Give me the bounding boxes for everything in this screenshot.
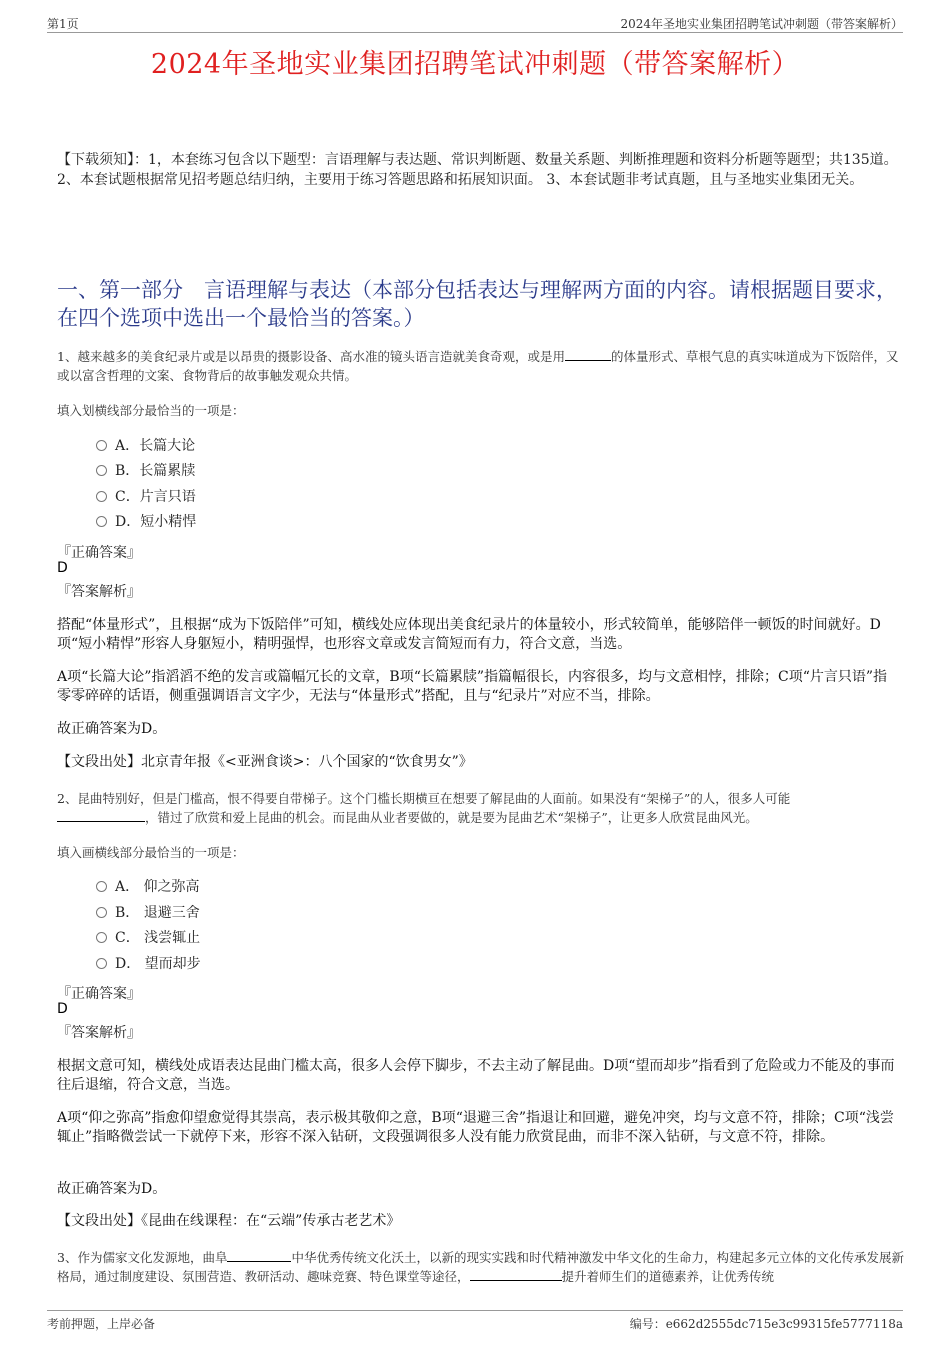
fill-blank	[57, 809, 145, 822]
question-2-option-c[interactable]	[96, 928, 200, 948]
download-notice: 【下载须知】：1，本套练习包含以下题型：言语理解与表达题、常识判断题、数量关系题、判断推理题和资料分析题等题型；共135道。 2、本套试题根据常见招考题总结归纳，主要用于练习答题思路和拓展知识面。 3、本套试题非考试真题，且与圣地实业集团无关。	[57, 152, 898, 188]
question-1-option-b[interactable]	[96, 461, 195, 481]
question-3-stem	[57, 1248, 907, 1286]
question-1-answer: D	[57, 560, 68, 576]
option-label: D．短小精悍	[115, 514, 197, 530]
radio-icon[interactable]	[96, 491, 107, 502]
radio-icon[interactable]	[96, 440, 107, 451]
question-1-option-a[interactable]	[96, 436, 195, 456]
option-label: A．长篇大论	[115, 438, 196, 454]
fill-blank	[565, 348, 611, 361]
question-1-option-c[interactable]	[96, 487, 196, 507]
option-label: C．片言只语	[115, 489, 196, 505]
question-1-stem	[57, 347, 907, 385]
option-label: D． 望而却步	[115, 956, 201, 972]
question-2-answer: D	[57, 1001, 68, 1017]
question-2-option-a[interactable]	[96, 877, 200, 897]
option-label: B． 退避三舍	[115, 905, 200, 921]
question-2-analysis-label: 『答案解析』	[57, 1025, 141, 1041]
question-2-source: 【文段出处】《昆曲在线课程：在“云端”传承古老艺术》	[57, 1213, 401, 1229]
radio-icon[interactable]	[96, 465, 107, 476]
question-1-instruction: 填入划横线部分最恰当的一项是：	[57, 403, 245, 418]
question-2-stem-part2: ，错过了欣赏和爱上昆曲的机会。而昆曲从业者要做的，就是要为昆曲艺术“架梯子”，让更多人欣赏昆曲风光。	[145, 810, 758, 825]
option-label: A． 仰之弥高	[115, 879, 200, 895]
radio-icon[interactable]	[96, 516, 107, 527]
document-title: 2024年圣地实业集团招聘笔试冲刺题（带答案解析）	[150, 49, 800, 80]
question-1-source: 【文段出处】北京青年报《<亚洲食谈>：八个国家的“饮食男女”》	[57, 754, 473, 770]
footer-slogan: 考前押题，上岸必备	[47, 1317, 156, 1331]
footer-doc-id: 编号：e662d2555dc715e3c99315fe5777118a	[629, 1317, 903, 1331]
question-2-answer-label: 『正确答案』	[57, 986, 141, 1002]
radio-icon[interactable]	[96, 932, 107, 943]
page-header	[47, 14, 903, 33]
question-3-stem-part1: 3、作为儒家文化发源地，曲阜	[57, 1250, 228, 1265]
question-2-analysis-2: A项“仰之弥高”指愈仰望愈觉得其崇高，表示极其敬仰之意，B项“退避三舍”指退让和回避，避免冲突，均与文意不符，排除；C项“浅尝辄止”指略微尝试一下就停下来，形容不深入钻研，文段强调很多人没有能力欣赏昆曲，而非不深入钻研，与文意不符，排除。	[57, 1110, 894, 1145]
question-2-stem	[57, 789, 907, 827]
header-doc-title: 2024年圣地实业集团招聘笔试冲刺题（带答案解析）	[620, 17, 903, 31]
question-3-stem-part2: 中华优秀传统文化沃土，以新的现实实践和时代精神激发中华文化的生命力，构建起多元立体的文化传承发展新格局，通过制度建设、氛围营造、教研活动、趣味竞赛、特色课堂等途径，	[57, 1250, 904, 1284]
question-2-instruction: 填入画横线部分最恰当的一项是：	[57, 845, 245, 860]
fill-blank	[227, 1249, 291, 1262]
page-footer	[47, 1310, 903, 1333]
question-2-option-b[interactable]	[96, 903, 200, 923]
fill-blank	[470, 1268, 562, 1281]
radio-icon[interactable]	[96, 881, 107, 892]
radio-icon[interactable]	[96, 907, 107, 918]
question-2-analysis-1: 根据文意可知，横线处成语表达昆曲门槛太高，很多人会停下脚步，不去主动了解昆曲。D项“望而却步”指看到了危险或力不能及的事而往后退缩，符合文意，当选。	[57, 1058, 895, 1093]
question-1-analysis-label: 『答案解析』	[57, 584, 141, 600]
option-label: B．长篇累牍	[115, 463, 196, 479]
question-1-option-d[interactable]	[96, 512, 196, 532]
question-2-analysis-3: 故正确答案为D。	[57, 1181, 167, 1197]
question-2-option-d[interactable]	[96, 954, 201, 974]
question-2-stem-part1: 2、昆曲特别好，但是门槛高，恨不得要自带梯子。这个门槛长期横亘在想要了解昆曲的人面前。如果没有“架梯子”的人，很多人可能	[57, 791, 791, 806]
option-label: C． 浅尝辄止	[115, 930, 201, 946]
radio-icon[interactable]	[96, 958, 107, 969]
question-1-analysis-1: 搭配“体量形式”，且根据“成为下饭陪伴”可知，横线处应体现出美食纪录片的体量较小，形式较简单，能够陪伴一顿饭的时间就好。D项“短小精悍”形容人身躯短小，精明强悍，也形容文章或发言简短而有力，符合文意，当选。	[57, 617, 881, 652]
page-number: 第1页	[47, 17, 79, 31]
question-1-stem-part2: 的体量形式、草根气息的真实味道成为下饭陪伴，又或以富含哲理的文案、食物背后的故事触发观众共情。	[57, 349, 899, 383]
question-1-analysis-3: 故正确答案为D。	[57, 721, 167, 737]
question-1-stem-part1: 1、越来越多的美食纪录片或是以昂贵的摄影设备、高水准的镜头语言造就美食奇观，或是用	[57, 349, 565, 364]
question-1-analysis-2: A项“长篇大论”指滔滔不绝的发言或篇幅冗长的文章，B项“长篇累牍”指篇幅很长，内容很多，均与文意相悖，排除；C项“片言只语”指零零碎碎的话语，侧重强调语言文字少，无法与“体量形式”搭配，且与“纪录片”对应不当，排除。	[57, 669, 888, 704]
question-1-answer-label: 『正确答案』	[57, 545, 141, 561]
question-3-stem-part3: 提升着师生们的道德素养，让优秀传统	[561, 1269, 775, 1284]
section-title: 一、第一部分 言语理解与表达（本部分包括表达与理解两方面的内容。请根据题目要求，在四个选项中选出一个最恰当的答案。）	[57, 278, 897, 330]
